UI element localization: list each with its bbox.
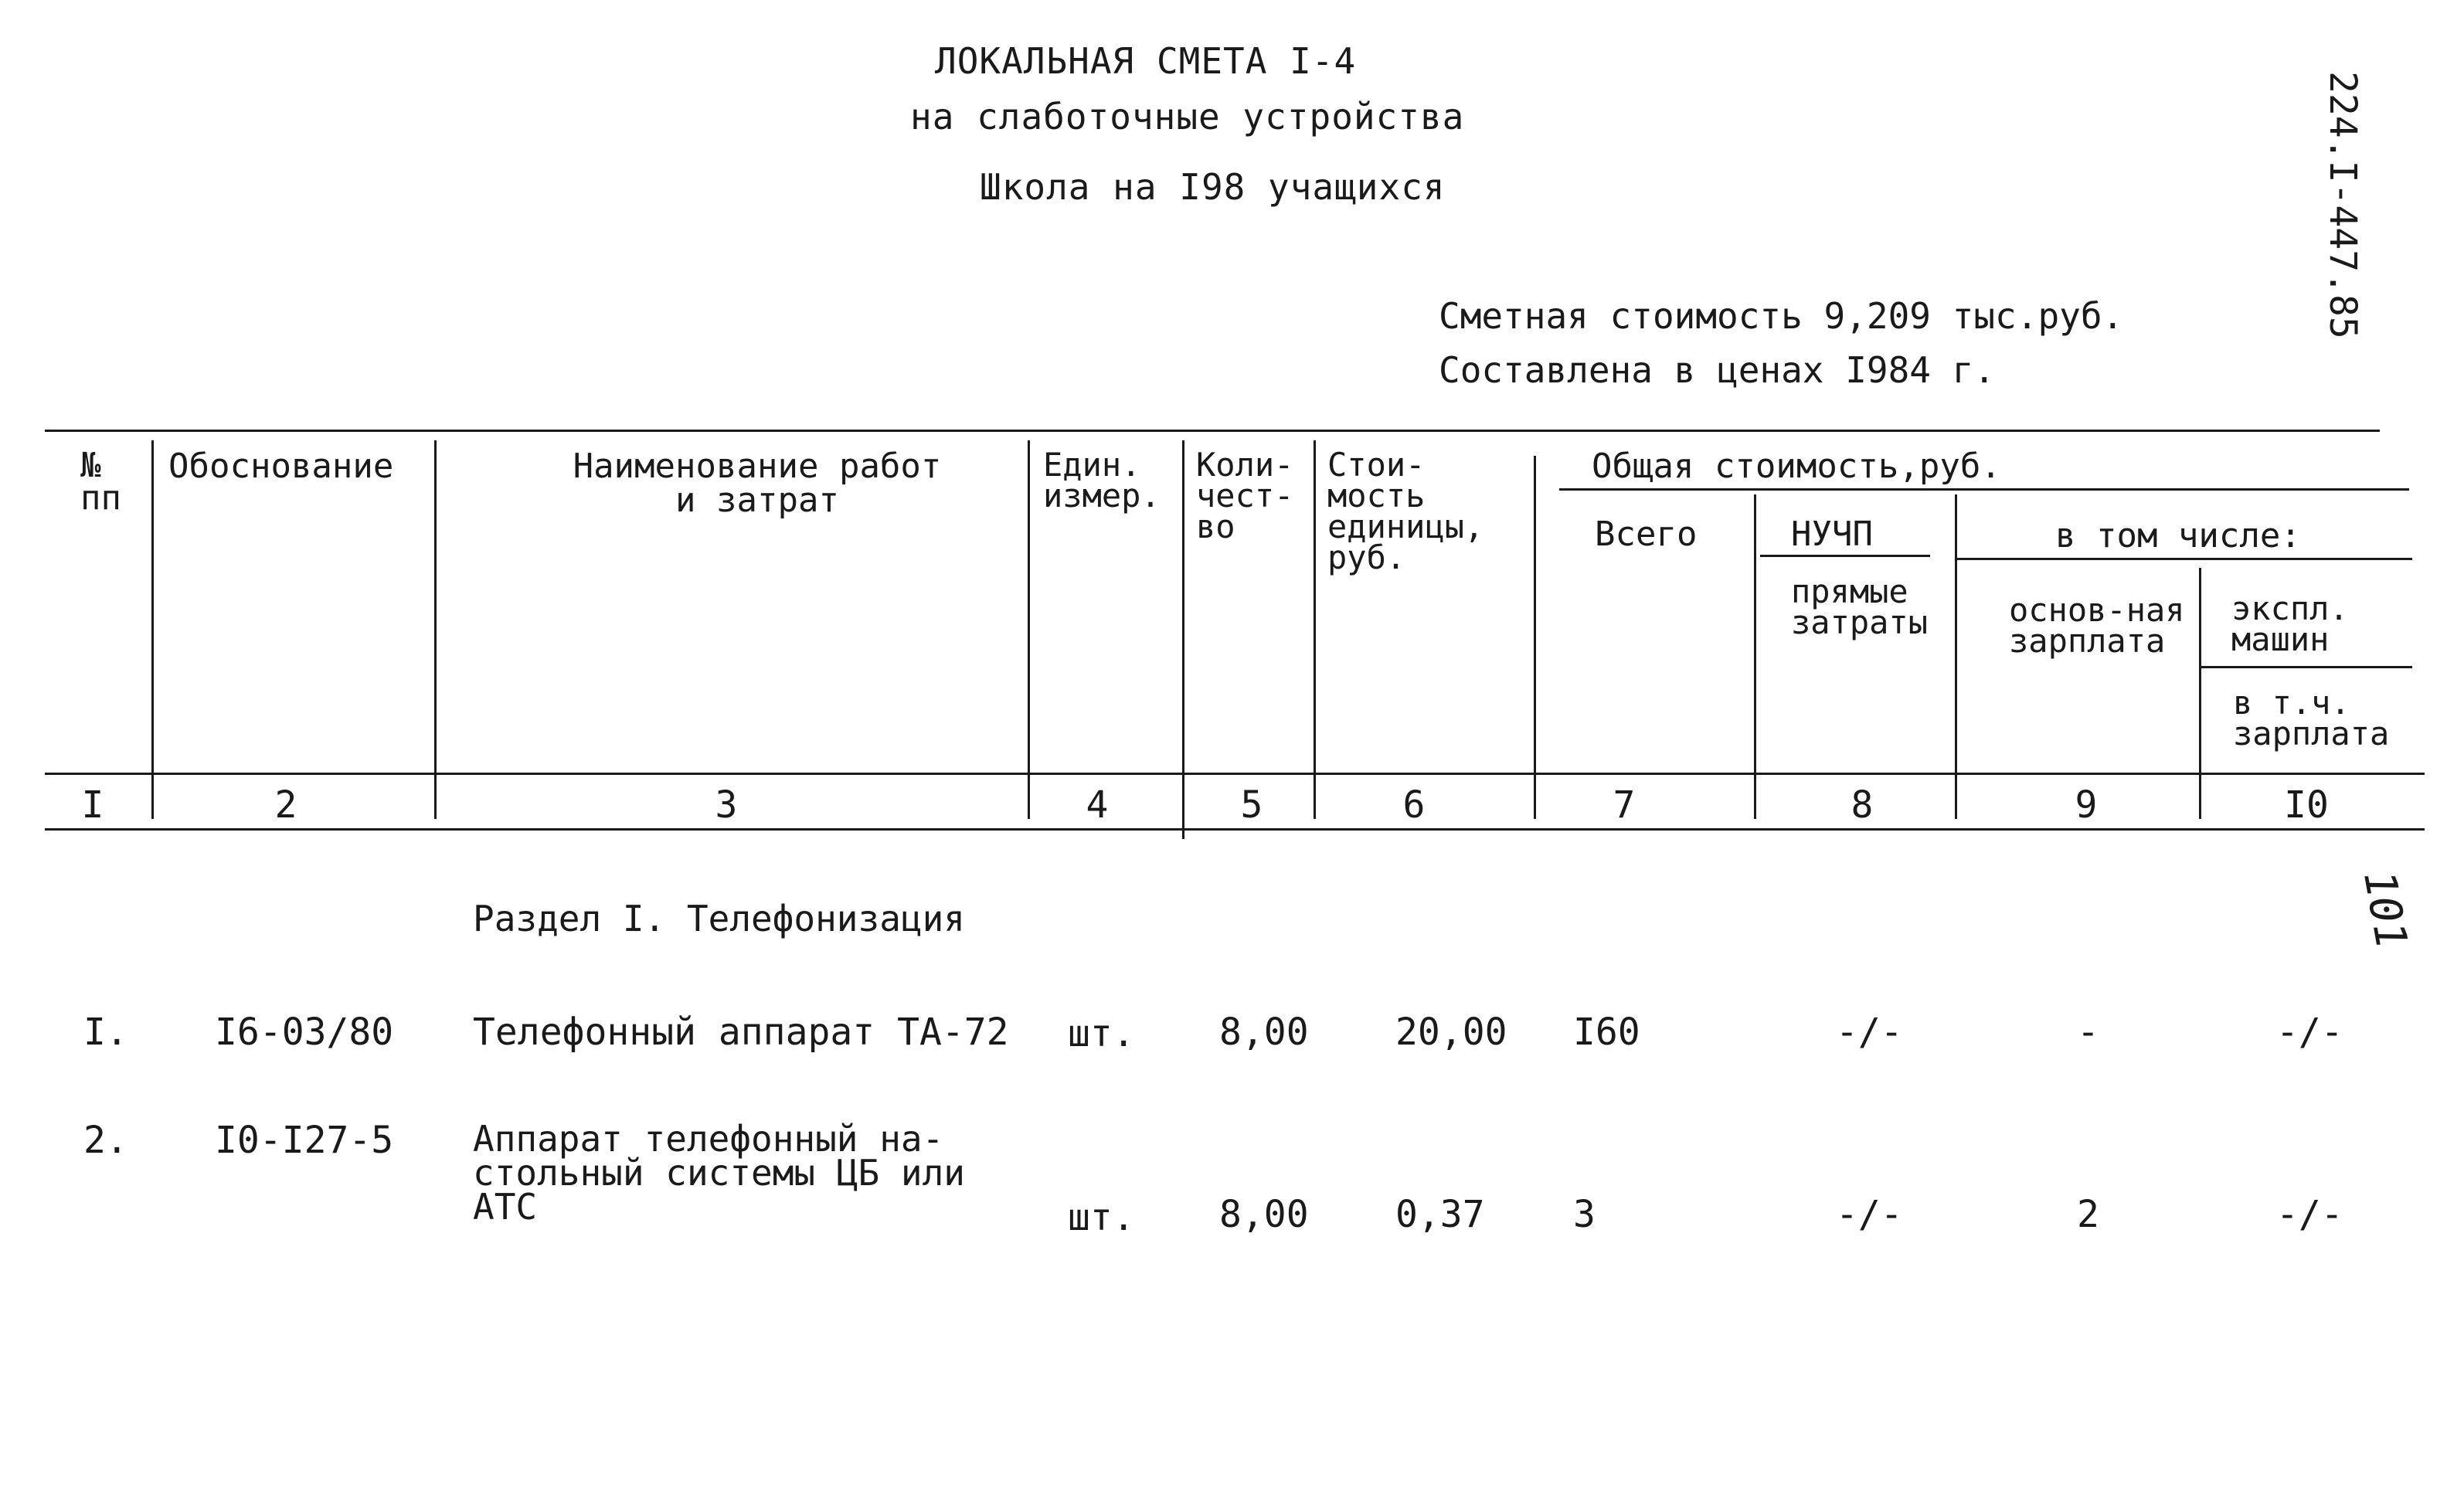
- nuchp-underline: [1760, 555, 1930, 557]
- row-base-salary: 2: [2077, 1193, 2099, 1236]
- header-basis: Обоснование: [168, 447, 394, 486]
- colnum-7: 7: [1613, 783, 1636, 827]
- row-unit-cost: 20,00: [1395, 1011, 1507, 1054]
- colnum-3: 3: [715, 783, 738, 827]
- header-total: Всего: [1595, 515, 1698, 554]
- row-name: Аппарат телефонный на-стольный системы ЦБ или АТС: [473, 1118, 965, 1228]
- row-total: 3: [1573, 1193, 1596, 1236]
- row-total: I60: [1573, 1011, 1640, 1054]
- row-base-salary: -: [2077, 1011, 2099, 1054]
- colnum-8: 8: [1851, 783, 1874, 827]
- object-name: Школа на I98 учащихся: [980, 166, 1446, 208]
- header-qty: Коли-чест-во: [1196, 446, 1294, 545]
- section-title: Раздел I. Телефонизация: [473, 898, 965, 939]
- page-number: 101: [2353, 867, 2417, 953]
- header-nuchp: НУЧП: [1791, 515, 1873, 554]
- document-title: ЛОКАЛЬНАЯ СМЕТА I-4: [935, 40, 1357, 82]
- header-total-group: Общая стоимость,руб.: [1592, 447, 2001, 486]
- document-code: 224.I-447.85: [2321, 71, 2364, 339]
- row-unit: шт.: [1068, 1196, 1135, 1239]
- document-subtitle: на слаботочные устройства: [910, 96, 1465, 138]
- header-base-salary: основ-ная зарплата: [2009, 591, 2185, 660]
- colnum-4: 4: [1086, 783, 1109, 827]
- header-machines-salary: в т.ч. зарплата: [2233, 684, 2390, 752]
- col-sep-9: [2199, 568, 2201, 819]
- row-nuchp: -/-: [1836, 1011, 1903, 1054]
- col-sep-4: [1182, 440, 1184, 839]
- col-sep-8: [1955, 494, 1957, 819]
- row-qty: 8,00: [1219, 1193, 1309, 1236]
- header-num: № пп: [80, 446, 121, 518]
- col-sep-1: [151, 440, 154, 819]
- colnum-10: I0: [2284, 783, 2329, 827]
- colnum-9: 9: [2075, 783, 2098, 827]
- machines-line: [2201, 666, 2412, 668]
- row-unit-cost: 0,37: [1395, 1193, 1485, 1236]
- header-unit: Един. измер.: [1043, 446, 1161, 515]
- header-machines: экспл. машин: [2231, 589, 2349, 658]
- row-num: I.: [83, 1011, 128, 1054]
- total-group-line: [1559, 488, 2409, 491]
- incl-line: [1956, 558, 2412, 560]
- header-bottom-line: [45, 773, 2425, 775]
- header-direct: прямые затраты: [1791, 572, 1929, 641]
- col-sep-7: [1754, 494, 1756, 819]
- col-sep-2: [434, 440, 437, 819]
- row-machines: -/-: [2276, 1011, 2343, 1054]
- row-nuchp: -/-: [1836, 1193, 1903, 1236]
- colnum-1: I: [81, 783, 104, 827]
- row-qty: 8,00: [1219, 1011, 1309, 1054]
- colnum-5: 5: [1240, 783, 1263, 827]
- colnum-6: 6: [1402, 783, 1426, 827]
- row-basis: I6-03/80: [215, 1011, 394, 1054]
- row-name: Телефонный аппарат ТА-72: [473, 1011, 1009, 1054]
- row-basis: I0-I27-5: [215, 1119, 394, 1162]
- row-unit: шт.: [1068, 1012, 1135, 1055]
- estimated-cost: Сметная стоимость 9,209 тыс.руб.: [1439, 295, 2124, 337]
- header-name: Наименование работ и затрат: [573, 447, 942, 520]
- colnum-bottom-line: [45, 828, 2425, 831]
- col-sep-3: [1028, 440, 1030, 819]
- row-num: 2.: [83, 1119, 128, 1162]
- header-unit-cost: Стои-мость единицы, руб.: [1327, 446, 1484, 576]
- colnum-2: 2: [274, 783, 297, 827]
- col-sep-6: [1534, 456, 1536, 819]
- col-sep-5: [1314, 440, 1316, 819]
- table-top-line: [45, 430, 2380, 432]
- prices-year: Составлена в ценах I984 г.: [1439, 349, 1996, 391]
- header-incl: в том числе:: [2055, 516, 2301, 555]
- row-machines: -/-: [2276, 1193, 2343, 1236]
